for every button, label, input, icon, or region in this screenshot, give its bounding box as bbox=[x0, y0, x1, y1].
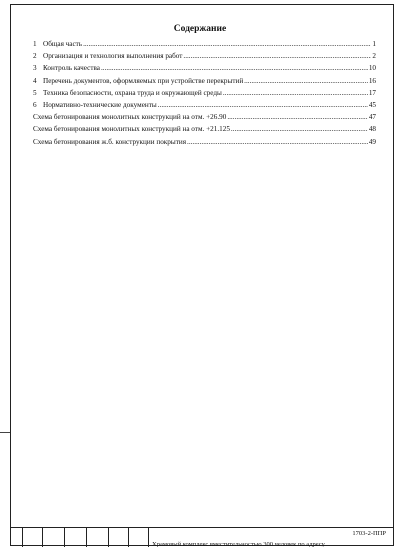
toc-entry-page: 47 bbox=[368, 113, 376, 122]
toc-entry-number: 2 bbox=[33, 52, 37, 61]
toc-entry-page: 1 bbox=[372, 40, 376, 48]
stamp-column-divider bbox=[108, 528, 109, 547]
project-title: Храмовый комплекс вместительностью 300 человек по адресу bbox=[152, 541, 325, 547]
toc-entry-page: 45 bbox=[368, 100, 376, 109]
title-block-stamp bbox=[10, 527, 394, 546]
toc-entry-number: 3 bbox=[33, 64, 37, 73]
toc-entry-title: Контроль качества bbox=[43, 64, 100, 73]
toc-entry-title: Общая часть bbox=[43, 40, 83, 48]
toc-leader-dots bbox=[83, 40, 371, 48]
toc-entry[interactable] bbox=[33, 52, 376, 64]
toc-entry-page: 17 bbox=[368, 88, 376, 97]
toc-entry-page: 49 bbox=[368, 137, 376, 146]
toc-leader-dots bbox=[187, 138, 368, 146]
toc-entry-page: 48 bbox=[368, 125, 376, 134]
table-of-contents bbox=[33, 40, 376, 150]
toc-entry[interactable] bbox=[33, 40, 376, 52]
toc-entry-title: Нормативно-технические документы bbox=[43, 100, 157, 109]
toc-leader-dots bbox=[227, 113, 367, 121]
toc-entry-title: Схема бетонирования ж.б. конструкции покрытия bbox=[33, 137, 187, 146]
toc-entry-page: 10 bbox=[368, 64, 376, 73]
toc-entry[interactable] bbox=[33, 64, 376, 76]
toc-leader-dots bbox=[231, 125, 368, 133]
toc-entry-number: 6 bbox=[33, 100, 37, 109]
toc-entry-number: 4 bbox=[33, 76, 37, 85]
toc-entry-title: Техника безопасности, охрана труда и окружающей среды bbox=[43, 88, 222, 97]
stamp-column-divider bbox=[86, 528, 87, 547]
toc-entry-number: 5 bbox=[33, 88, 37, 97]
toc-entry-number: 1 bbox=[33, 40, 37, 48]
toc-leader-dots bbox=[101, 64, 368, 72]
toc-entry-title: Организация и технология выполнения работ bbox=[43, 52, 183, 61]
toc-entry[interactable] bbox=[33, 89, 376, 101]
stamp-column-divider bbox=[64, 528, 65, 547]
toc-entry[interactable] bbox=[33, 77, 376, 89]
stamp-column-divider bbox=[128, 528, 129, 547]
document-code: 1703-2-ППР bbox=[352, 530, 386, 537]
toc-leader-dots bbox=[158, 101, 368, 109]
toc-entry[interactable] bbox=[33, 101, 376, 113]
toc-entry-title: Перечень документов, оформляемых при устройстве перекрытий bbox=[43, 76, 244, 85]
toc-entry[interactable] bbox=[33, 125, 376, 137]
toc-leader-dots bbox=[244, 77, 368, 85]
page-title: Содержание bbox=[173, 24, 227, 34]
stamp-column-divider bbox=[42, 528, 43, 547]
toc-entry-page: 2 bbox=[372, 52, 376, 61]
stamp-column-divider bbox=[22, 528, 23, 547]
toc-entry[interactable] bbox=[33, 113, 376, 125]
toc-entry-title: Схема бетонирования монолитных конструкций на отм. +21.125 bbox=[33, 125, 230, 134]
stamp-column-divider bbox=[148, 528, 149, 547]
toc-entry-title: Схема бетонирования монолитных конструкций на отм. +26.90 bbox=[33, 113, 227, 122]
toc-leader-dots bbox=[183, 52, 371, 60]
binding-margin-mark bbox=[0, 432, 10, 433]
toc-leader-dots bbox=[223, 89, 368, 97]
toc-entry-page: 16 bbox=[368, 76, 376, 85]
toc-entry[interactable] bbox=[33, 138, 376, 150]
